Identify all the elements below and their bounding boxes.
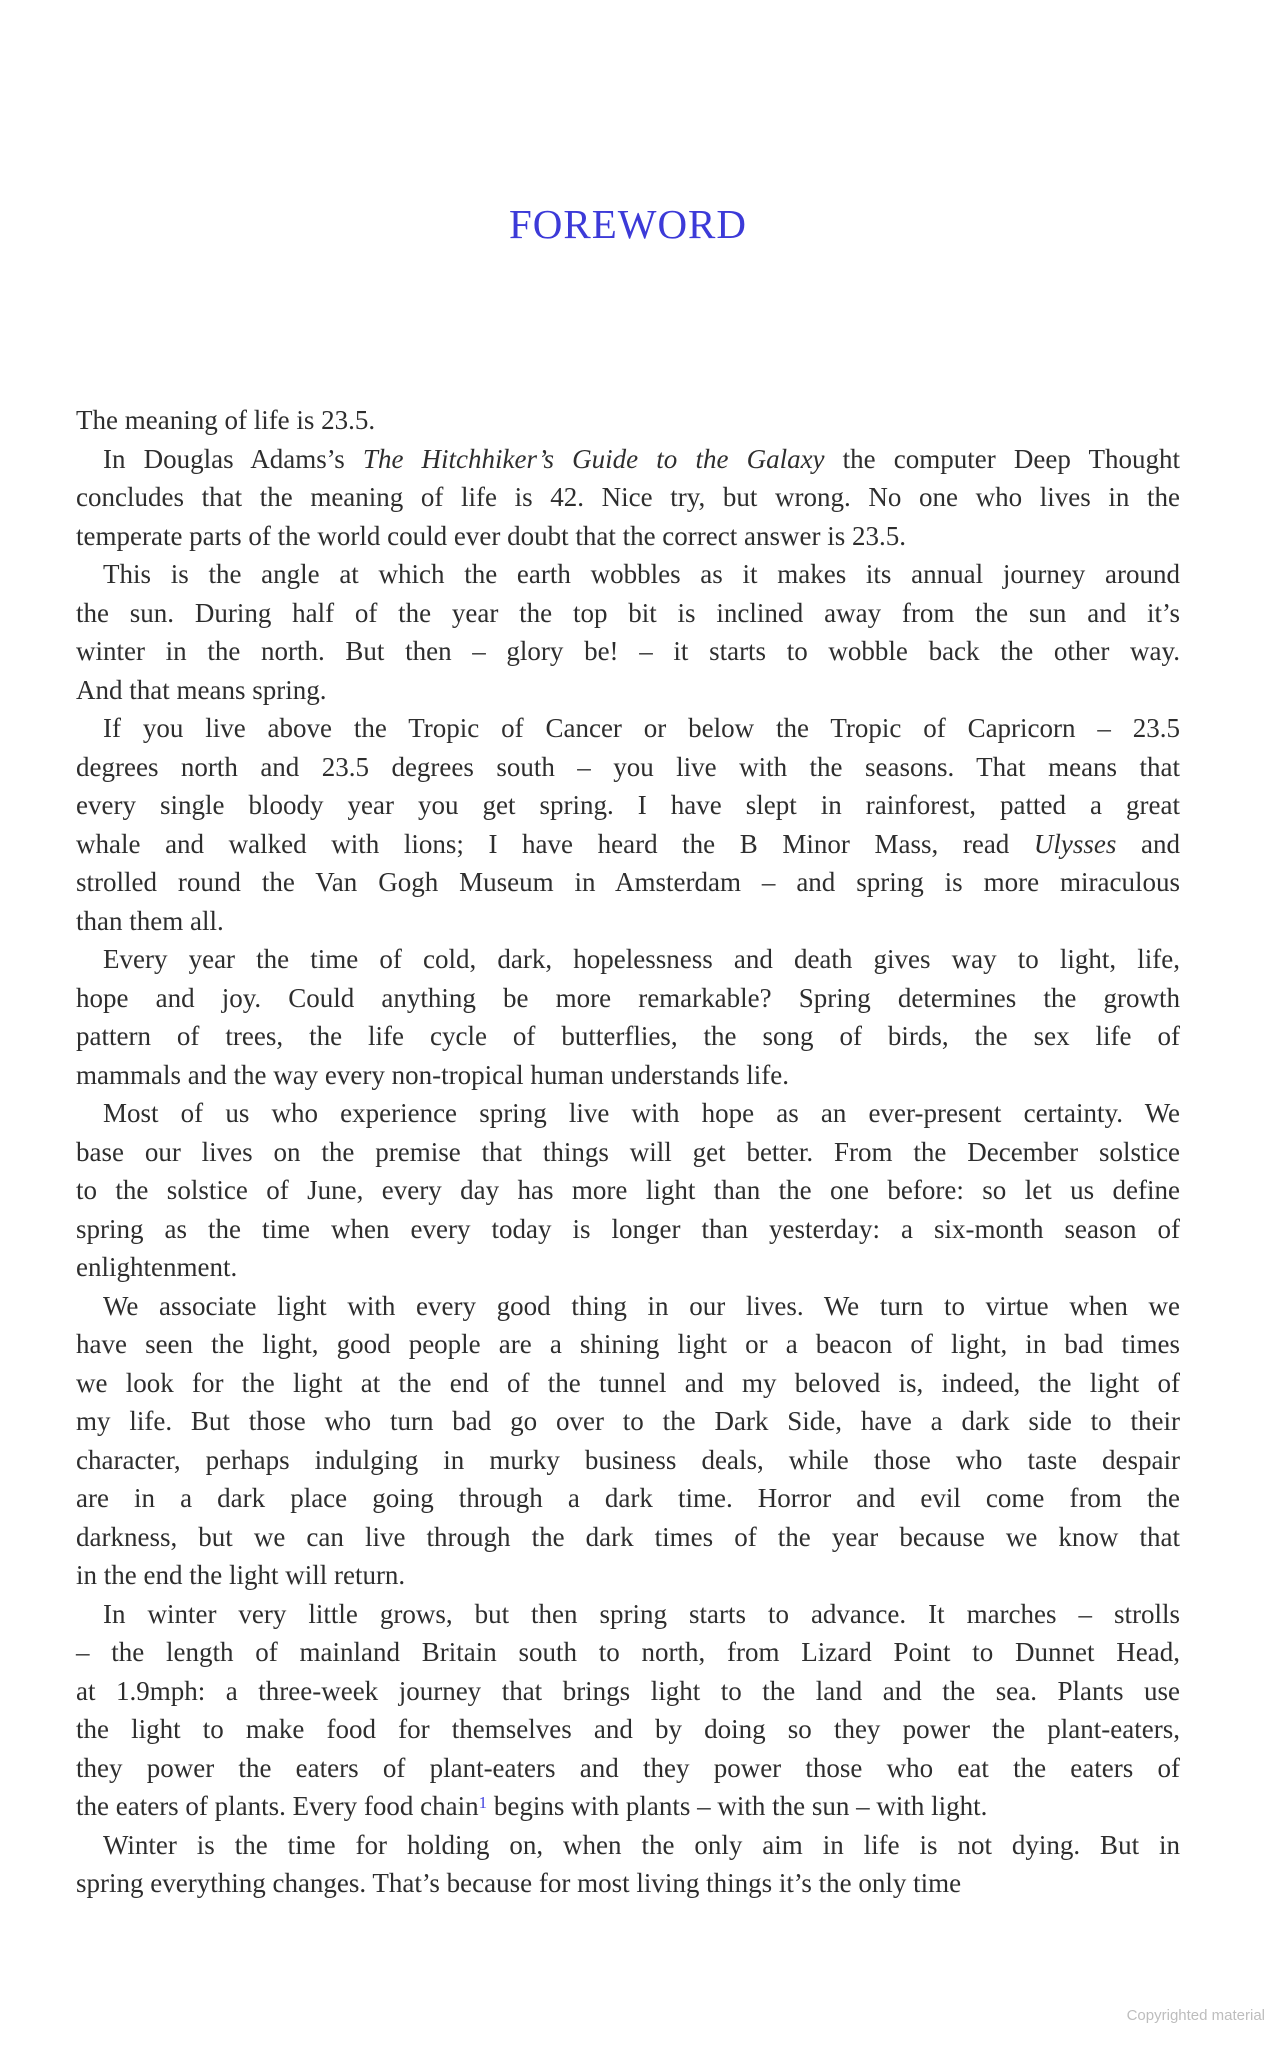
text-line — [76, 440, 1180, 479]
text-segment: Every year the time of cold, dark, hopelessness and death gives way to light, life, — [103, 944, 1180, 974]
text-line — [76, 517, 1180, 556]
text-segment: We associate light with every good thing in our lives. We turn to virtue when we — [103, 1290, 1180, 1321]
text-segment: at 1.9mph: a three-week journey that brings light to the land and the sea. Plants use — [76, 1675, 1180, 1706]
text-line — [76, 1633, 1180, 1672]
text-segment: whale and walked with lions; I have heard the B Minor Mass, read — [76, 828, 1034, 859]
text-segment: in the end the light will return. — [76, 1560, 406, 1590]
paragraph — [76, 1595, 1180, 1826]
text-segment: In winter very little grows, but then spring starts to advance. It marches – strolls — [103, 1598, 1180, 1629]
text-line — [76, 1826, 1180, 1865]
text-line — [76, 786, 1180, 825]
text-line — [76, 671, 1180, 710]
italic-text: Ulysses — [1033, 828, 1117, 859]
text-segment: the eaters of plants. Every food chain — [76, 1791, 479, 1821]
text-line — [76, 1133, 1180, 1172]
text-line — [76, 1094, 1180, 1133]
paragraph — [76, 940, 1180, 1094]
text-segment: darkness, but we can live through the dark times of the year because we know that — [76, 1521, 1180, 1552]
text-line — [76, 748, 1180, 787]
italic-text: The Hitchhiker’s Guide to the Galaxy — [362, 443, 825, 474]
text-segment: are in a dark place going through a dark time. Horror and evil come from the — [76, 1483, 1180, 1513]
page-body-text — [76, 401, 1180, 1903]
text-line — [76, 825, 1180, 864]
text-line — [76, 863, 1180, 902]
text-line — [76, 1556, 1180, 1595]
copyright-notice: Copyrighted material — [1126, 2007, 1265, 2024]
text-segment: hope and joy. Could anything be more remarkable? Spring determines the growth — [76, 982, 1180, 1013]
text-line — [76, 1171, 1180, 1210]
text-line — [76, 1287, 1180, 1326]
text-line — [76, 1364, 1180, 1403]
text-segment: they power the eaters of plant-eaters and they power those who eat the eaters of — [76, 1752, 1180, 1783]
text-line — [76, 1595, 1180, 1634]
text-segment: the light to make food for themselves and by doing so they power the plant-eaters, — [76, 1714, 1180, 1744]
text-segment: pattern of trees, the life cycle of butterflies, the song of birds, the sex life of — [76, 1021, 1180, 1051]
text-segment: every single bloody year you get spring. I have slept in rainforest, patted a great — [76, 790, 1180, 820]
text-line — [76, 709, 1180, 748]
text-line — [76, 1325, 1180, 1364]
text-segment: than them all. — [76, 905, 224, 936]
text-segment: enlightenment. — [76, 1252, 238, 1282]
text-segment: spring as the time when every today is longer than yesterday: a six-month season of — [76, 1213, 1180, 1244]
text-line — [76, 1749, 1180, 1788]
text-segment: strolled round the Van Gogh Museum in Amsterdam – and spring is more miraculous — [76, 867, 1180, 897]
text-segment: – the length of mainland Britain south to north, from Lizard Point to Dunnet Head, — [76, 1637, 1180, 1667]
text-line — [76, 1017, 1180, 1056]
paragraph — [76, 709, 1180, 940]
footnote-ref[interactable]: 1 — [478, 1793, 488, 1812]
text-segment: my life. But those who turn bad go over to the Dark Side, have a dark side to their — [76, 1406, 1180, 1436]
text-line — [76, 1210, 1180, 1249]
text-segment: the computer Deep Thought — [824, 443, 1181, 474]
text-line — [76, 1864, 1180, 1903]
paragraph — [76, 1287, 1180, 1595]
text-segment: have seen the light, good people are a shining light or a beacon of light, in bad times — [76, 1329, 1180, 1359]
text-line — [76, 1479, 1180, 1518]
text-line — [76, 1441, 1180, 1480]
text-segment: the sun. During half of the year the top bit is inclined away from the sun and it’s — [76, 597, 1180, 628]
text-segment: temperate parts of the world could ever doubt that the correct answer is 23.5. — [76, 520, 906, 551]
text-line — [76, 1056, 1180, 1095]
text-line — [76, 594, 1180, 633]
text-segment: begins with plants – with the sun – with light. — [487, 1791, 988, 1821]
text-segment: character, perhaps indulging in murky business deals, while those who taste despair — [76, 1444, 1180, 1475]
paragraph — [76, 1094, 1180, 1287]
text-segment: and — [1116, 828, 1181, 859]
text-segment: Most of us who experience spring live with hope as an ever-present certainty. We — [103, 1098, 1180, 1128]
text-segment: mammals and the way every non-tropical human understands life. — [76, 1059, 790, 1090]
text-line — [76, 940, 1180, 979]
text-segment: to the solstice of June, every day has more light than the one before: so let us define — [76, 1175, 1180, 1205]
text-line — [76, 401, 1180, 440]
text-segment: Winter is the time for holding on, when the only aim in life is not dying. But in — [103, 1829, 1180, 1860]
paragraph — [76, 555, 1180, 709]
text-line — [76, 979, 1180, 1018]
text-line — [76, 1787, 1180, 1826]
text-line — [76, 1402, 1180, 1441]
page-title: FOREWORD — [508, 201, 748, 247]
paragraph — [76, 1826, 1180, 1903]
paragraph — [76, 401, 1180, 440]
text-line — [76, 478, 1180, 517]
text-segment: In Douglas Adams’s — [103, 443, 363, 474]
text-segment: And that means spring. — [76, 674, 327, 705]
text-line — [76, 1248, 1180, 1287]
text-line — [76, 1672, 1180, 1711]
text-segment: degrees north and 23.5 degrees south – you live with the seasons. That means that — [76, 751, 1180, 782]
text-segment: winter in the north. But then – glory be! – it starts to wobble back the other way. — [76, 636, 1180, 666]
text-segment: This is the angle at which the earth wobbles as it makes its annual journey around — [103, 559, 1180, 589]
text-segment: base our lives on the premise that things will get better. From the December solstice — [76, 1136, 1180, 1167]
text-line — [76, 1710, 1180, 1749]
text-line — [76, 555, 1180, 594]
text-line — [76, 902, 1180, 941]
text-segment: we look for the light at the end of the tunnel and my beloved is, indeed, the light of — [76, 1367, 1180, 1398]
text-segment: The meaning of life is 23.5. — [76, 405, 376, 435]
text-line — [76, 632, 1180, 671]
text-segment: spring everything changes. That’s because for most living things it’s the only time — [76, 1868, 962, 1898]
text-segment: concludes that the meaning of life is 42. Nice try, but wrong. No one who lives in the — [76, 482, 1180, 512]
paragraph — [76, 440, 1180, 556]
text-line — [76, 1518, 1180, 1557]
text-segment: If you live above the Tropic of Cancer or below the Tropic of Capricorn – 23.5 — [103, 713, 1180, 743]
